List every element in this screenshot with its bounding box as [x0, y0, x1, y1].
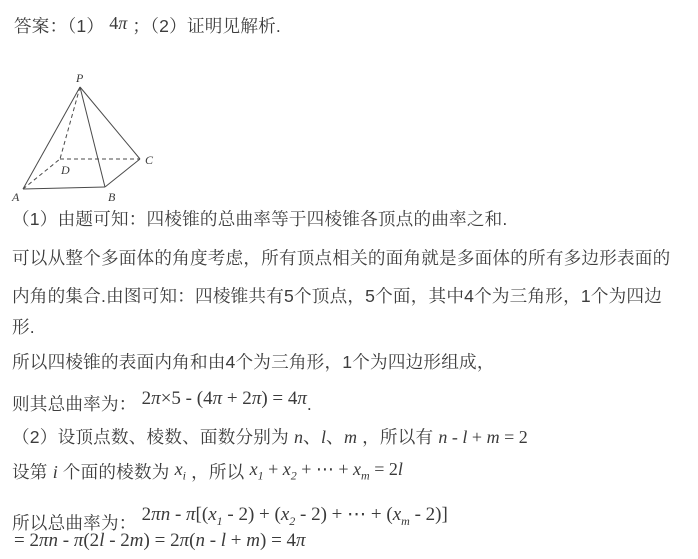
solution-text: 个面的棱数为: [62, 462, 170, 482]
period: .: [306, 394, 313, 414]
solution-line-6: [12, 388, 312, 416]
vertex-label-c: C: [145, 153, 154, 167]
vertex-label-d: D: [61, 163, 70, 177]
solution-line-10: [14, 530, 306, 552]
solution-text: 所以四棱锥的表面内角和由4个为三角形，1个为四边形组成，: [12, 352, 495, 372]
answer-suffix: ；（2）证明见解析.: [132, 16, 281, 36]
total-curvature-formula-1: 2π×5 - (4π + 2π) = 4π: [141, 388, 307, 409]
edge-p-a: [23, 87, 80, 189]
vertex-label-b: B: [108, 190, 116, 204]
variables-n-l-m: n、l、m: [294, 427, 358, 447]
edge-a-b: [23, 187, 105, 189]
solution-text: 内角的集合.由图可知：四棱锥共有5个顶点，5个面，其中4个为三角形，1个为四边: [12, 286, 663, 306]
total-curvature-formula-2: $2\pi n - \pi[(x_1 - 2) + (x_2 - 2)$ + ⋯ + $(x_m - 2)$]: [141, 504, 448, 528]
answer-1-formula: 4π: [109, 13, 128, 33]
edge-a-d: [23, 159, 60, 189]
solution-line-4: [12, 314, 35, 339]
solution-text: 可以从整个多面体的角度考虑，所有顶点相关的面角就是多面体的所有多边形表面的: [12, 248, 671, 268]
solution-line-3: [12, 283, 662, 308]
vertex-label-p: P: [76, 72, 84, 85]
edge-b-c: [105, 159, 140, 187]
pyramid-figure: [10, 72, 180, 207]
solution-text: （1）由题可知：四棱锥的总曲率等于四棱锥各顶点的曲率之和.: [12, 209, 508, 229]
solution-line-7: [12, 423, 528, 449]
solution-line-5: [12, 349, 495, 374]
solution-text: （2）设顶点数、棱数、面数分别为: [12, 427, 289, 447]
solution-text: 形.: [12, 317, 35, 337]
solution-text: 则其总曲率为：: [12, 394, 137, 414]
answer-prefix: 答案：（1）: [14, 16, 105, 36]
euler-formula: n - l + m = 2: [438, 427, 528, 447]
solution-text: ，所以: [191, 462, 245, 482]
pyramid-edges: [23, 87, 140, 189]
final-result-formula: = 2πn - π(2l - 2m) = 2π(n - l + m) = 4π: [14, 530, 306, 551]
solution-line-1: [12, 206, 508, 231]
edge-p-d: [60, 87, 80, 159]
solution-line-2: [12, 245, 670, 270]
solution-text: 所以总曲率为：: [12, 513, 137, 533]
var-x-i: $x_i$: [174, 459, 186, 483]
solution-text: 设第: [12, 462, 48, 482]
solution-text: ，所以有: [362, 427, 434, 447]
var-i: i: [52, 462, 58, 482]
answer-line: [14, 13, 281, 38]
solution-line-8: [12, 459, 403, 484]
edge-sum-formula: $x_1 + x_2$ + ⋯ + $x_m = 2l$: [249, 459, 403, 483]
vertex-label-a: A: [12, 190, 20, 204]
